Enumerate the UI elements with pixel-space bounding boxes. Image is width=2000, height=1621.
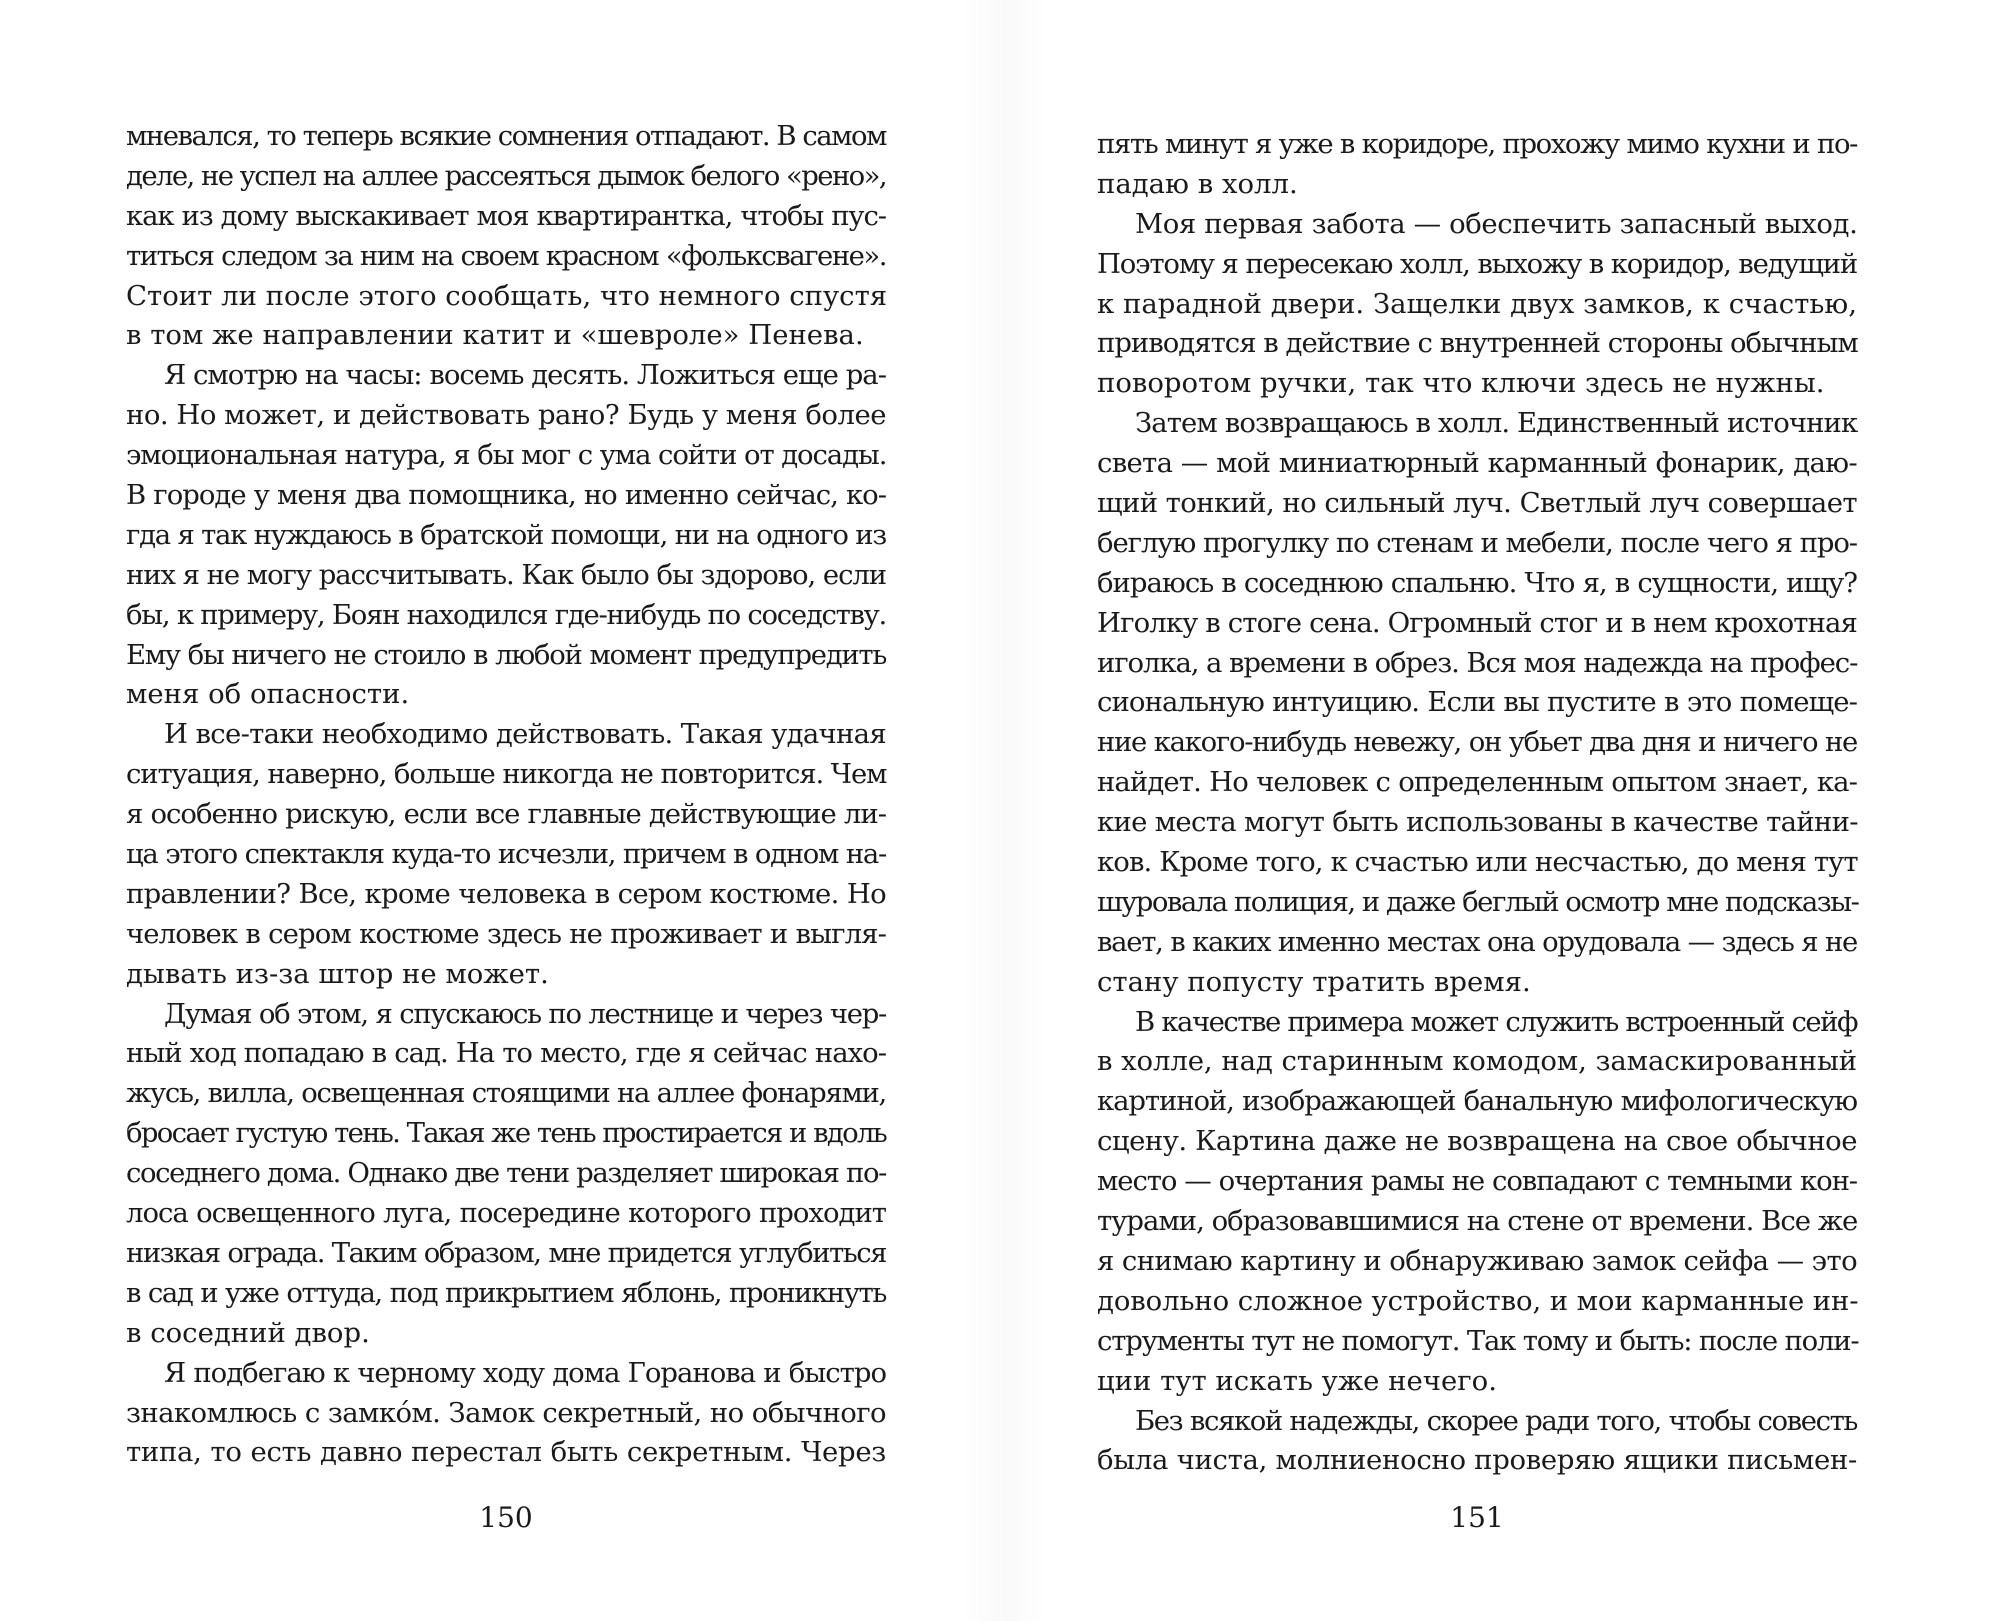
text-line: шуровала полиция, и даже беглый осмотр мне подсказы-	[1097, 885, 1859, 918]
text-line: я снимаю картину и обнаруживаю замок сейфа — это	[1097, 1244, 1858, 1277]
right-page	[1097, 0, 1857, 1621]
text-line: деле, не успел на аллее рассеяться дымок белого «рено»,	[126, 159, 886, 192]
text-line: бираюсь в соседнюю спальню. Что я, в сущности, ищу?	[1097, 566, 1857, 599]
text-line: ние какого-нибудь невежу, он убьет два дня и ничего не	[1097, 726, 1857, 759]
text-line: дывать из-за штор не может.	[126, 957, 549, 990]
text-line: И все-таки необходимо действовать. Такая удачная	[164, 718, 886, 751]
page-number-left: 150	[479, 1501, 533, 1534]
text-line: эмоциональная натура, я бы мог с ума сойти от досады.	[126, 439, 887, 472]
text-line: Без всякой надежды, скорее ради того, чтобы совесть	[1135, 1404, 1857, 1437]
text-line: к парадной двери. Защелки двух замков, к счастью,	[1097, 287, 1857, 320]
text-line: бросает густую тень. Такая же тень простирается и вдоль	[126, 1117, 886, 1150]
text-line: Я смотрю на часы: восемь десять. Ложиться еще ра-	[164, 359, 886, 392]
text-line: лоса освещенного луга, посередине которого проходит	[126, 1197, 886, 1230]
text-line: в холле, над старинным комодом, замаскированный	[1097, 1045, 1857, 1078]
text-line: знакомлюсь с замко́м. Замок секретный, но обычного	[126, 1396, 886, 1429]
text-line: правлении? Все, кроме человека в сером костюме. Но	[126, 877, 886, 910]
text-line: Моя первая забота — обеспечить запасный выход.	[1135, 207, 1858, 240]
text-line: низкая ограда. Таким образом, мне придется углубиться	[126, 1236, 886, 1269]
text-line: но. Но может, и действовать рано? Будь у меня более	[126, 399, 886, 432]
text-line: беглую прогулку по стенам и мебели, после чего я про-	[1097, 526, 1857, 559]
text-line: пять минут я уже в коридоре, прохожу мимо кухни и по-	[1097, 128, 1857, 160]
text-line: Стоит ли после этого сообщать, что немного спустя	[126, 279, 888, 312]
text-line: струменты тут не помогут. Так тому и быть: после поли-	[1097, 1324, 1859, 1357]
text-line: В городе у меня два помощника, но именно сейчас, ко-	[126, 479, 886, 512]
text-line: ца этого спектакля куда-то исчезли, причем в одном на-	[126, 838, 886, 871]
text-line: них я не могу рассчитывать. Как было бы здорово, если	[126, 558, 886, 591]
text-line: соседнего дома. Однако две тени разделяет широкая по-	[126, 1157, 886, 1190]
text-line: турами, образовавшимися на стене от времени. Все же	[1097, 1205, 1858, 1238]
text-line: В качестве примера может служить встроенный сейф	[1135, 1005, 1857, 1038]
text-line: найдет. Но человек с определенным опытом знает, ка-	[1097, 766, 1857, 799]
left-page-text	[126, 117, 886, 1473]
text-line: Я подбегаю к черному ходу дома Горанова и быстро	[164, 1356, 886, 1389]
text-line: сцену. Картина даже не возвращена на свое обычное	[1097, 1125, 1857, 1158]
text-line: Затем возвращаюсь в холл. Единственный источник	[1135, 407, 1858, 440]
text-line: в соседний двор.	[126, 1316, 370, 1349]
text-line: кие места могут быть использованы в качестве тайни-	[1097, 806, 1858, 839]
text-line: ный ход попадаю в сад. На то место, где я сейчас нахо-	[126, 1037, 886, 1070]
text-line: стану попусту тратить время.	[1097, 965, 1531, 998]
text-line: ков. Кроме того, к счастью или несчастью, до меня тут	[1097, 846, 1858, 879]
text-line: щий тонкий, но сильный луч. Светлый луч совершает	[1097, 487, 1857, 520]
text-line: Думая об этом, я спускаюсь по лестнице и через чер-	[164, 997, 886, 1030]
text-line: место — очертания рамы не совпадают с темными кон-	[1097, 1165, 1857, 1198]
text-line: картиной, изображающей банальную мифологическую	[1097, 1085, 1857, 1118]
text-line: типа, то есть давно перестал быть секретным. Через	[126, 1436, 886, 1469]
text-line: титься следом за ним на своем красном «фольксвагене».	[126, 239, 886, 272]
text-line: я особенно рискую, если все главные действующие ли-	[126, 798, 886, 831]
text-line: бы, к примеру, Боян находился где-нибудь по соседству.	[126, 598, 886, 631]
text-line: жусь, вилла, освещенная стоящими на аллее фонарями,	[126, 1077, 886, 1110]
text-line: вает, в каких именно местах она орудовала — здесь я не	[1097, 925, 1857, 958]
text-line: Поэтому я пересекаю холл, выхожу в коридор, ведущий	[1097, 247, 1857, 280]
text-line: человек в сером костюме здесь не проживает и выгля-	[126, 917, 886, 950]
page-number-right: 151	[1450, 1501, 1504, 1534]
right-page-text	[1097, 125, 1857, 1481]
text-line: поворотом ручки, так что ключи здесь не нужны.	[1097, 367, 1825, 400]
text-line: ситуация, наверно, больше никогда не повторится. Чем	[126, 758, 887, 791]
text-line: падаю в холл.	[1097, 167, 1298, 200]
text-line: довольно сложное устройство, и мои карманные ин-	[1097, 1284, 1859, 1317]
text-line: как из дому выскакивает моя квартирантка, чтобы пус-	[126, 199, 886, 232]
text-line: Ему бы ничего не стоило в любой момент предупредить	[126, 638, 886, 671]
text-line: приводятся в действие с внутренней стороны обычным	[1097, 327, 1858, 360]
text-line: мневался, то теперь всякие сомнения отпадают. В самом	[126, 120, 887, 152]
text-line: в сад и уже оттуда, под прикрытием яблонь, проникнуть	[126, 1276, 886, 1309]
text-line: меня об опасности.	[126, 678, 410, 711]
text-line: была чиста, молниеносно проверяю ящики письмен-	[1097, 1444, 1857, 1477]
book-gutter	[960, 0, 1050, 1621]
text-line: иголка, а времени в обрез. Вся моя надежда на профес-	[1097, 646, 1858, 679]
text-line: Иголку в стоге сена. Огромный стог и в нем крохотная	[1097, 606, 1857, 639]
text-line: в том же направлении катит и «шевроле» Пенева.	[126, 319, 864, 352]
text-line: сиональную интуицию. Если вы пустите в это помеще-	[1097, 686, 1857, 719]
text-line: света — мой миниатюрный карманный фонарик, даю-	[1097, 447, 1857, 480]
text-line: ции тут искать уже нечего.	[1097, 1364, 1497, 1397]
left-page	[126, 0, 886, 1621]
text-line: гда я так нуждаюсь в братской помощи, ни на одного из	[126, 518, 886, 551]
